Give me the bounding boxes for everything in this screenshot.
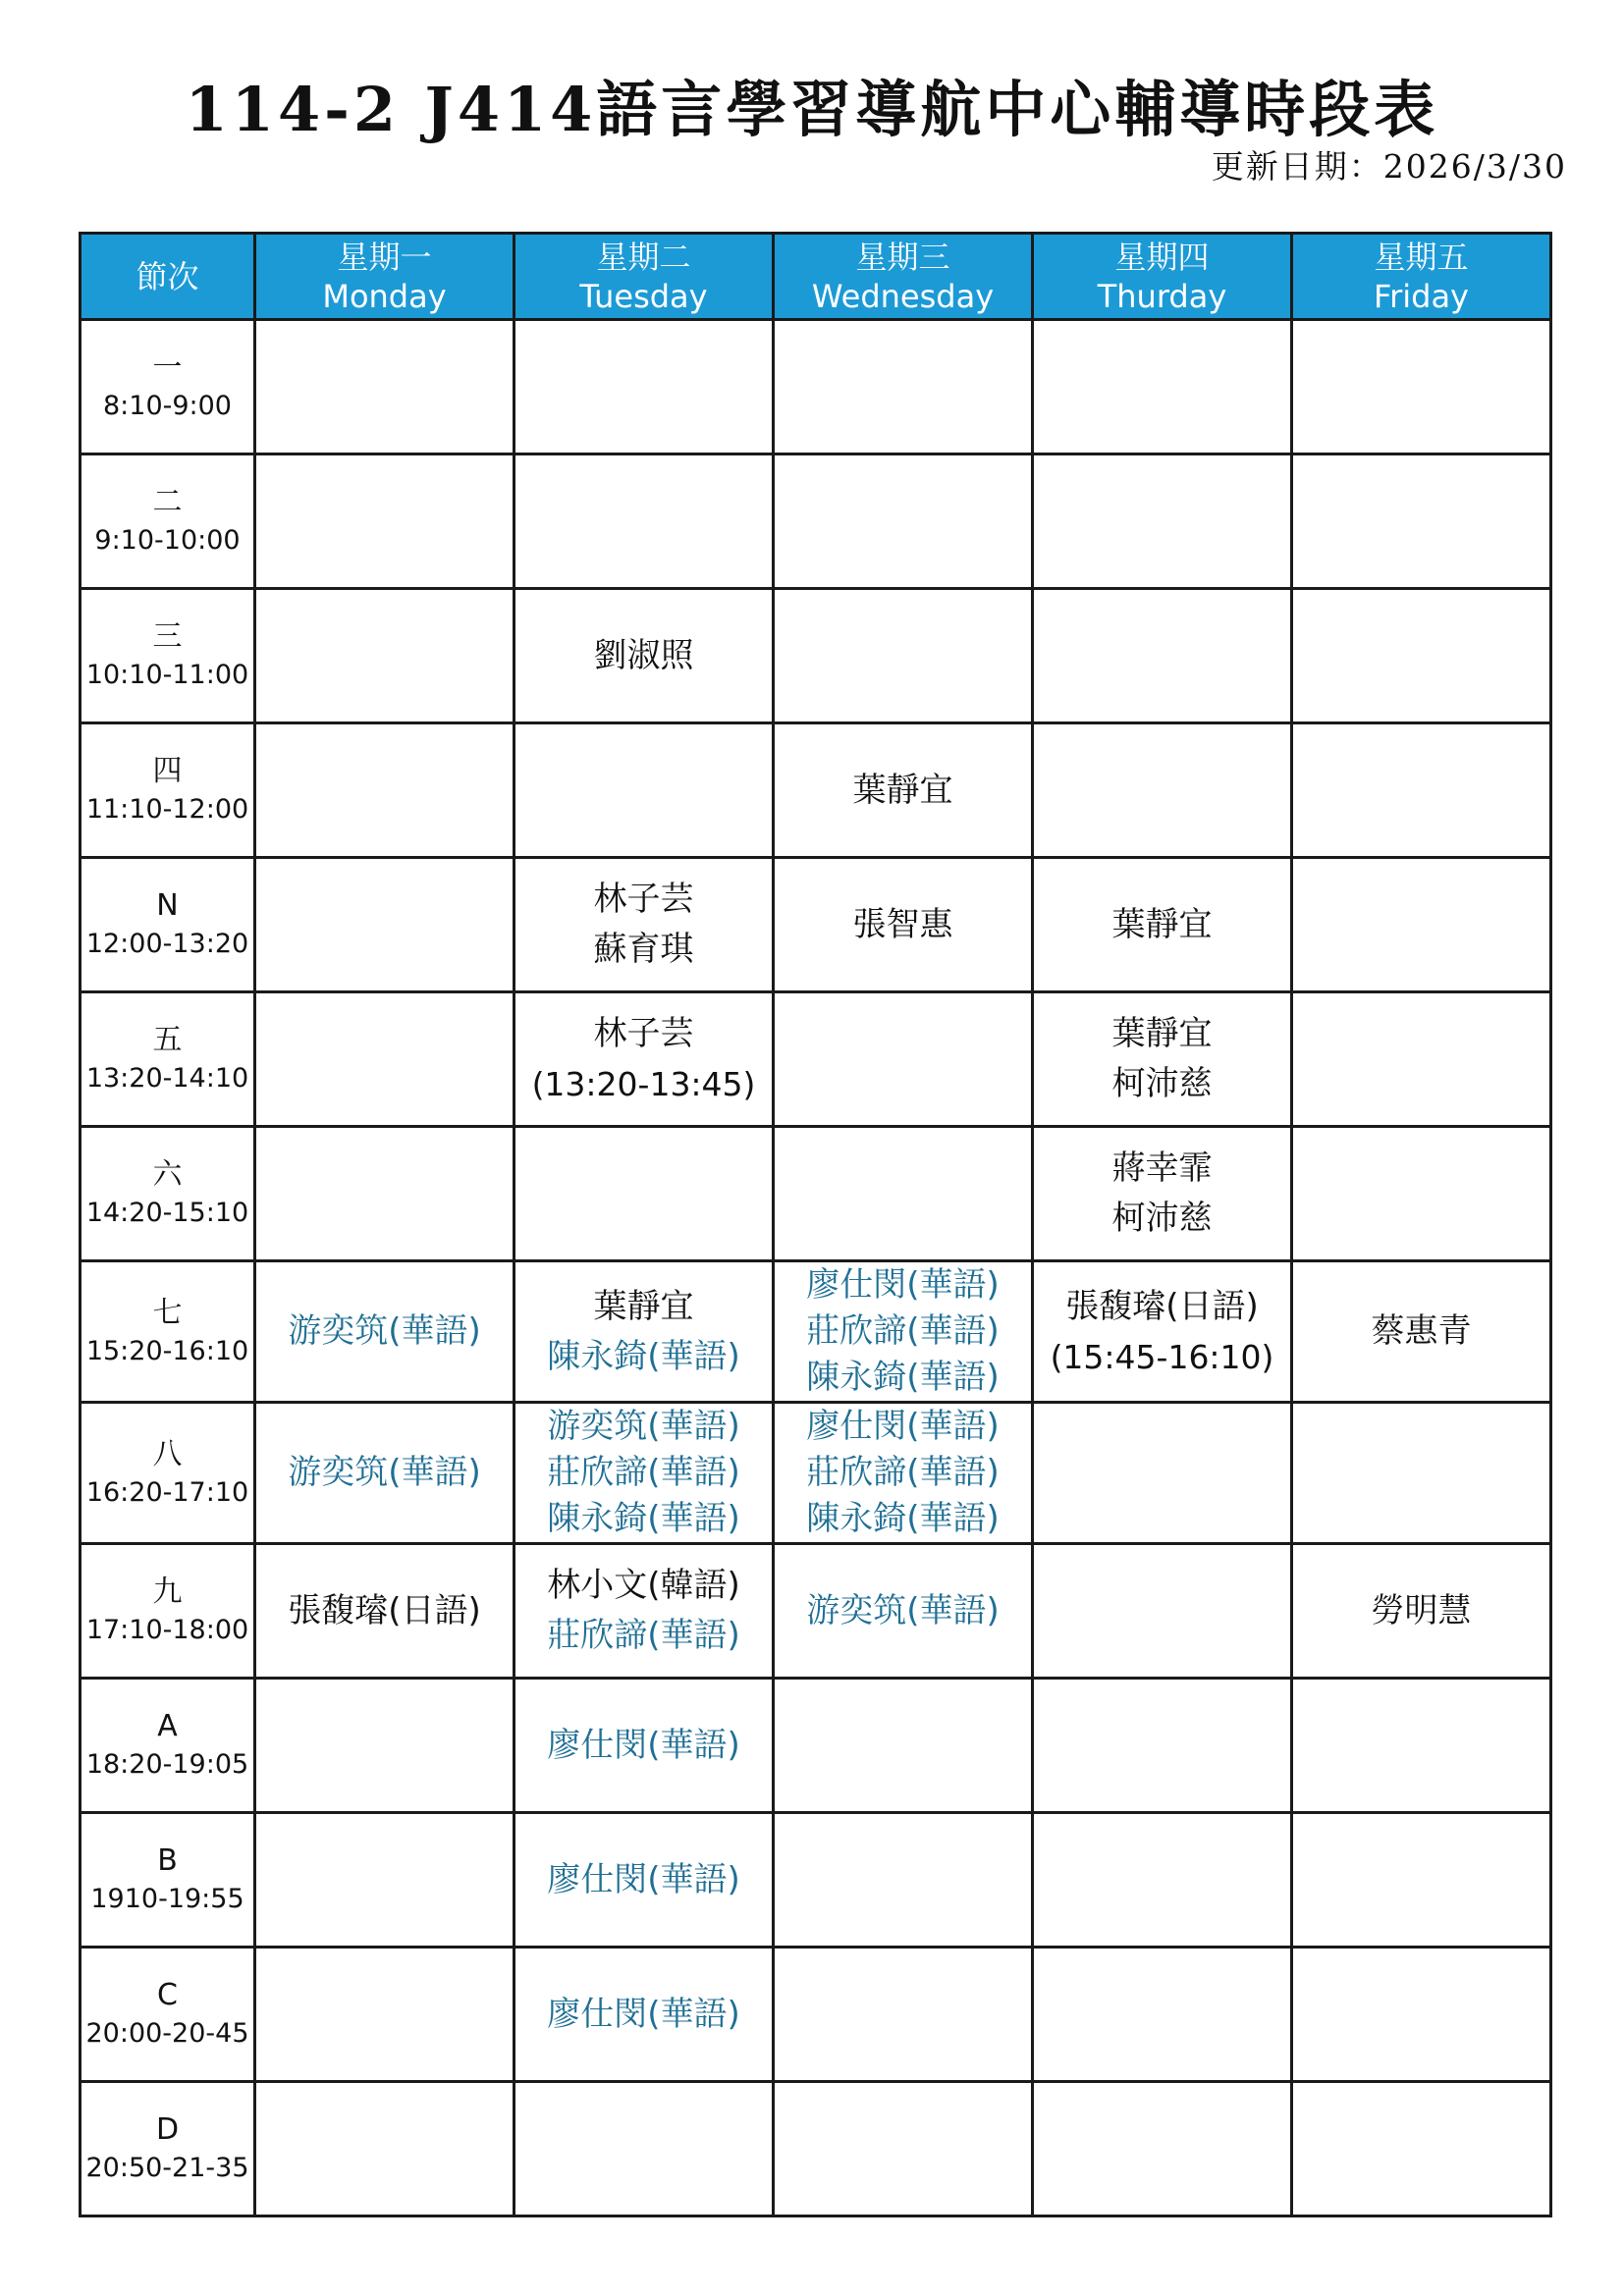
slot-cell-wednesday — [774, 1813, 1033, 1948]
page-title: 114-2 J414語言學習導航中心輔導時段表 — [185, 74, 1439, 145]
slot-cell-friday — [1292, 1813, 1551, 1948]
tutor-name: 林小文(韓語) — [547, 1566, 740, 1605]
period-cell — [81, 2082, 255, 2216]
slot-cell-thursday — [1033, 1261, 1292, 1403]
period-row — [81, 454, 1551, 589]
slot-cell-tuesday — [514, 992, 774, 1127]
day-name-zh: 星期四 — [1114, 238, 1210, 276]
slot-cell-wednesday — [774, 320, 1033, 454]
tutor-name: 葉靜宜 — [593, 1286, 694, 1326]
tutor-name: 勞明慧 — [1371, 1590, 1472, 1630]
period-cell — [81, 589, 255, 723]
period-name: 三 — [152, 619, 183, 654]
tutor-name: 林子芸 — [593, 1014, 694, 1053]
day-name-zh: 星期三 — [855, 238, 950, 276]
day-header-thursday — [1033, 234, 1292, 320]
period-row — [81, 1403, 1551, 1544]
slot-cell-friday — [1292, 1544, 1551, 1679]
period-name: N — [156, 888, 179, 923]
slot-cell-tuesday — [514, 1403, 774, 1544]
day-name-en: Friday — [1374, 277, 1469, 315]
tutor-name: 游奕筑(華語) — [288, 1311, 481, 1351]
slot-cell-monday — [255, 589, 514, 723]
period-cell — [81, 1813, 255, 1948]
period-row — [81, 1261, 1551, 1403]
day-name-zh: 星期五 — [1374, 238, 1469, 276]
period-time: 13:20-14:10 — [85, 1063, 249, 1094]
tutor-name: 莊欣諦(華語) — [547, 1616, 740, 1655]
slot-cell-wednesday — [774, 2082, 1033, 2216]
day-header-wednesday — [774, 234, 1033, 320]
slot-cell-monday — [255, 1813, 514, 1948]
tutor-name: 廖仕閔(華語) — [547, 1859, 740, 1899]
tutor-name: 廖仕閔(華語) — [806, 1265, 1000, 1305]
slot-cell-friday — [1292, 1948, 1551, 2082]
period-name: 四 — [152, 754, 183, 788]
period-cell — [81, 1403, 255, 1544]
day-name-zh: 星期一 — [337, 238, 432, 276]
period-name: 六 — [152, 1157, 183, 1192]
period-cell — [81, 1261, 255, 1403]
slot-cell-monday — [255, 992, 514, 1127]
period-row — [81, 1679, 1551, 1813]
period-time: 10:10-11:00 — [85, 660, 249, 690]
slot-cell-monday — [255, 454, 514, 589]
slot-cell-friday — [1292, 1127, 1551, 1261]
tutor-name: 柯沛慈 — [1111, 1064, 1213, 1103]
slot-cell-wednesday — [774, 1261, 1033, 1403]
slot-cell-tuesday — [514, 858, 774, 992]
slot-cell-monday — [255, 858, 514, 992]
slot-cell-tuesday — [514, 1127, 774, 1261]
schedule-body — [81, 320, 1551, 2216]
tutor-name: 張智惠 — [852, 904, 953, 944]
period-row — [81, 320, 1551, 454]
slot-cell-friday — [1292, 1403, 1551, 1544]
tutor-name: 莊欣諦(華語) — [806, 1453, 1000, 1492]
time-range: (13:20-13:45) — [531, 1065, 756, 1103]
period-time: 14:20-15:10 — [85, 1198, 249, 1228]
day-header-friday — [1292, 234, 1551, 320]
slot-cell-wednesday — [774, 1544, 1033, 1679]
slot-cell-thursday — [1033, 723, 1292, 858]
tutor-name: 林子芸 — [593, 880, 694, 919]
period-time: 12:00-13:20 — [85, 929, 249, 959]
slot-cell-wednesday — [774, 1679, 1033, 1813]
slot-cell-friday — [1292, 1679, 1551, 1813]
period-name: 七 — [152, 1295, 183, 1330]
slot-cell-monday — [255, 1679, 514, 1813]
period-cell — [81, 320, 255, 454]
period-row — [81, 723, 1551, 858]
period-name: 八 — [152, 1436, 183, 1471]
tutor-name: 游奕筑(華語) — [288, 1453, 481, 1492]
period-cell — [81, 858, 255, 992]
period-time: 15:20-16:10 — [85, 1335, 249, 1366]
tutor-name: 廖仕閔(華語) — [547, 1725, 740, 1765]
period-name: 二 — [152, 485, 183, 519]
slot-cell-wednesday — [774, 1127, 1033, 1261]
period-name: C — [157, 1978, 178, 2012]
slot-cell-tuesday — [514, 723, 774, 858]
period-time: 1910-19:55 — [90, 1884, 244, 1914]
slot-cell-friday — [1292, 723, 1551, 858]
tutor-name: 葉靜宜 — [852, 770, 953, 810]
slot-cell-wednesday — [774, 1403, 1033, 1544]
period-cell — [81, 992, 255, 1127]
period-cell — [81, 454, 255, 589]
schedule-table — [79, 232, 1552, 2217]
slot-cell-thursday — [1033, 1127, 1292, 1261]
day-header-tuesday — [514, 234, 774, 320]
slot-cell-friday — [1292, 992, 1551, 1127]
tutor-name: 蘇育琪 — [593, 930, 694, 969]
header-row — [81, 234, 1551, 320]
slot-cell-tuesday — [514, 1948, 774, 2082]
period-time: 20:00-20-45 — [85, 2018, 249, 2049]
slot-cell-wednesday — [774, 454, 1033, 589]
period-row — [81, 1544, 1551, 1679]
slot-cell-wednesday — [774, 992, 1033, 1127]
period-time: 9:10-10:00 — [94, 525, 241, 556]
period-time: 16:20-17:10 — [85, 1476, 249, 1508]
tutor-name: 張馥璿(日語) — [1065, 1286, 1259, 1326]
slot-cell-tuesday — [514, 1261, 774, 1403]
tutor-name: 廖仕閔(華語) — [806, 1407, 1000, 1446]
period-row — [81, 858, 1551, 992]
tutor-name: 張馥璿(日語) — [288, 1590, 481, 1630]
period-name: 五 — [152, 1023, 183, 1057]
tutor-name: 廖仕閔(華語) — [547, 1994, 740, 2034]
slot-cell-thursday — [1033, 320, 1292, 454]
tutor-name: 莊欣諦(華語) — [806, 1311, 1000, 1351]
slot-cell-thursday — [1033, 2082, 1292, 2216]
slot-cell-friday — [1292, 320, 1551, 454]
slot-cell-friday — [1292, 1261, 1551, 1403]
slot-cell-friday — [1292, 454, 1551, 589]
update-date: 更新日期：2026/3/30 — [1211, 147, 1567, 186]
tutor-name: 蔣幸霏 — [1111, 1148, 1213, 1188]
slot-cell-thursday — [1033, 1403, 1292, 1544]
slot-cell-monday — [255, 320, 514, 454]
day-name-en: Monday — [322, 277, 447, 315]
period-row — [81, 2082, 1551, 2216]
period-row — [81, 589, 1551, 723]
tutor-name: 柯沛慈 — [1111, 1199, 1213, 1238]
slot-cell-monday — [255, 2082, 514, 2216]
period-time: 18:20-19:05 — [85, 1749, 249, 1780]
period-cell — [81, 723, 255, 858]
period-row — [81, 1813, 1551, 1948]
period-row — [81, 992, 1551, 1127]
slot-cell-wednesday — [774, 589, 1033, 723]
day-name-zh: 星期二 — [596, 238, 691, 276]
day-name-en: Tuesday — [579, 277, 708, 315]
tutor-name: 劉淑照 — [593, 635, 694, 675]
period-time: 8:10-9:00 — [102, 391, 232, 421]
period-time: 11:10-12:00 — [85, 794, 249, 825]
slot-cell-thursday — [1033, 1813, 1292, 1948]
period-name: A — [157, 1709, 178, 1743]
slot-cell-monday — [255, 1403, 514, 1544]
tutor-name: 游奕筑(華語) — [806, 1590, 1000, 1630]
slot-cell-monday — [255, 1261, 514, 1403]
slot-cell-friday — [1292, 2082, 1551, 2216]
tutor-name: 游奕筑(華語) — [547, 1407, 740, 1446]
slot-cell-thursday — [1033, 992, 1292, 1127]
slot-cell-wednesday — [774, 723, 1033, 858]
period-time: 20:50-21-35 — [85, 2153, 249, 2183]
slot-cell-thursday — [1033, 454, 1292, 589]
slot-cell-tuesday — [514, 1544, 774, 1679]
tutor-name: 莊欣諦(華語) — [547, 1453, 740, 1492]
slot-cell-tuesday — [514, 1679, 774, 1813]
slot-cell-thursday — [1033, 1544, 1292, 1679]
slot-cell-thursday — [1033, 589, 1292, 723]
slot-cell-monday — [255, 1127, 514, 1261]
period-row — [81, 1948, 1551, 2082]
tutor-name: 蔡惠青 — [1371, 1311, 1472, 1351]
period-cell — [81, 1679, 255, 1813]
day-name-en: Thurday — [1097, 277, 1227, 315]
period-name: 一 — [152, 350, 183, 385]
tutor-name: 陳永錡(華語) — [806, 1358, 1000, 1397]
period-cell — [81, 1544, 255, 1679]
slot-cell-wednesday — [774, 858, 1033, 992]
tutor-name: 葉靜宜 — [1111, 1014, 1213, 1053]
period-name: 九 — [152, 1575, 183, 1609]
tutor-name: 陳永錡(華語) — [806, 1499, 1000, 1538]
period-header: 節次 — [81, 234, 255, 320]
slot-cell-friday — [1292, 858, 1551, 992]
slot-cell-thursday — [1033, 858, 1292, 992]
period-name: B — [157, 1843, 178, 1878]
slot-cell-tuesday — [514, 1813, 774, 1948]
period-cell — [81, 1127, 255, 1261]
tutor-name: 陳永錡(華語) — [547, 1499, 740, 1538]
slot-cell-monday — [255, 723, 514, 858]
tutor-name: 陳永錡(華語) — [547, 1336, 740, 1376]
day-name-en: Wednesday — [811, 277, 995, 315]
period-cell — [81, 1948, 255, 2082]
time-range: (15:45-16:10) — [1050, 1337, 1274, 1376]
slot-cell-thursday — [1033, 1948, 1292, 2082]
period-time: 17:10-18:00 — [85, 1615, 249, 1645]
slot-cell-tuesday — [514, 2082, 774, 2216]
tutor-name: 葉靜宜 — [1111, 904, 1213, 944]
slot-cell-monday — [255, 1544, 514, 1679]
slot-cell-tuesday — [514, 454, 774, 589]
slot-cell-monday — [255, 1948, 514, 2082]
slot-cell-thursday — [1033, 1679, 1292, 1813]
slot-cell-tuesday — [514, 320, 774, 454]
slot-cell-wednesday — [774, 1948, 1033, 2082]
day-header-monday — [255, 234, 514, 320]
period-name: D — [155, 2112, 180, 2147]
period-row — [81, 1127, 1551, 1261]
slot-cell-tuesday — [514, 589, 774, 723]
slot-cell-friday — [1292, 589, 1551, 723]
